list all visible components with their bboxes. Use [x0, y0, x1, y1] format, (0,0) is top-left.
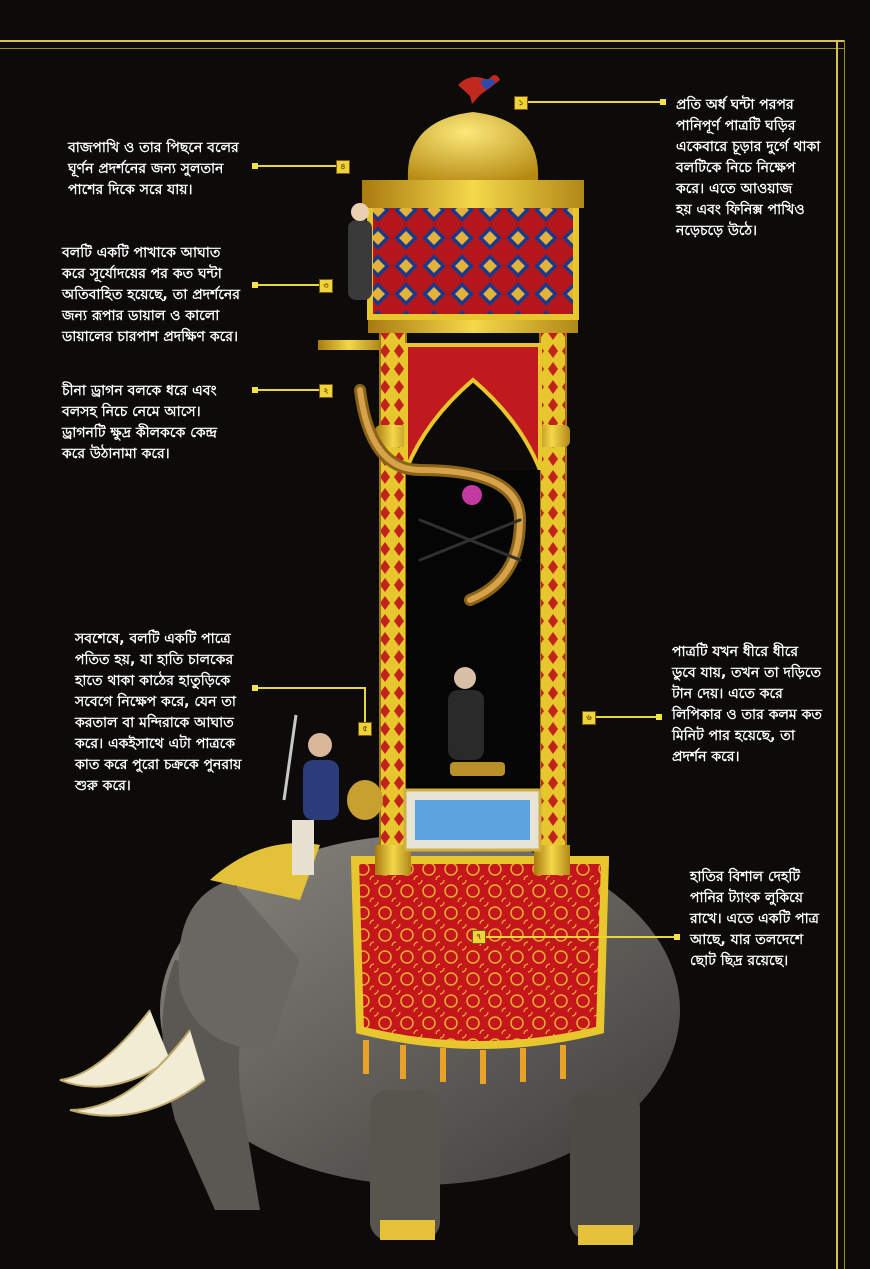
- leader-dot-water-tank: [674, 934, 680, 940]
- marker-water-vessel: ১: [514, 96, 528, 110]
- marker-sultan: ৪: [336, 160, 350, 174]
- leader-dot-scribe: [656, 714, 662, 720]
- marker-mahout: ৫: [358, 722, 372, 736]
- leader-line-sultan: [258, 165, 338, 167]
- marker-scribe: ৬: [582, 711, 596, 725]
- leader-line-mahout-vertical: [364, 687, 366, 723]
- leader-line-mahout: [258, 687, 366, 689]
- leader-line-silver-dial: [258, 284, 320, 286]
- phoenix-bird: [458, 75, 500, 104]
- marker-silver-dial: ৩: [319, 279, 333, 293]
- leader-line-dragon: [258, 389, 320, 391]
- marker-water-tank: ৭: [472, 930, 486, 944]
- callout-mahout: সবশেষে, বলটি একটি পাত্রে পতিত হয়, যা হাতি চালকের হাতে থাকা কাঠের হাতুড়িকে সবেগে নিক্ষেপ করে, যেন তা করতাল বা মন্দিরাকে আঘাত করে। একইসাথে এটা পাত্রকে কাত করে পুরো চক্রকে পুনরায় শুরু করে।: [75, 631, 242, 794]
- callout-silver-dial: বলটি একটি পাখাকে আঘাত করে সূর্যোদয়ের পর কত ঘন্টা অতিবাহিত হয়েছে, তা প্রদর্শনের জন্য রূপার ডায়াল ও কালো ডায়ালের চারপাশ প্রদক্ষিণ করে।: [62, 245, 240, 345]
- callout-sultan: বাজপাখি ও তার পিছনে বলের ঘূর্ণন প্রদর্শনের জন্য সুলতান পাশের দিকে সরে যায়।: [68, 140, 239, 198]
- leader-dot-water-vessel: [660, 99, 666, 105]
- leader-line-water-tank: [486, 936, 676, 938]
- callout-water-tank: হাতির বিশাল দেহটি পানির ট্যাংক লুকিয়ে রাখে। এতে একটি পাত্র আছে, যার তলদেশে ছোট ছিদ্র রয়েছে।: [690, 869, 819, 969]
- callout-scribe: পাত্রটি যখন ধীরে ধীরে ডুবে যায়, তখন তা দড়িতে টান দেয়। এতে করে লিপিকার ও তার কলম কত মিনিট পার হয়েছে, তা প্রদর্শন করে।: [672, 644, 822, 765]
- callout-water-vessel: প্রতি অর্ধ ঘন্টা পরপর পানিপূর্ণ পাত্রটি ঘড়ির একেবারে চূড়ার দুর্গে থাকা বলটিকে নিচে নিক্ষেপ করে। এতে আওয়াজ হয় এবং ফিনিক্স পাখিও নড়েচড়ে উঠে।: [676, 97, 821, 239]
- leader-line-scribe: [596, 716, 658, 718]
- callout-dragon: চীনা ড্রাগন বলকে ধরে এবং বলসহ নিচে নেমে আসে। ড্রাগনটি ক্ষুদ্র কীলককে কেন্দ্র করে উঠানামা করে।: [62, 383, 218, 462]
- marker-dragon: ২: [319, 384, 333, 398]
- leader-line-water-vessel: [528, 101, 662, 103]
